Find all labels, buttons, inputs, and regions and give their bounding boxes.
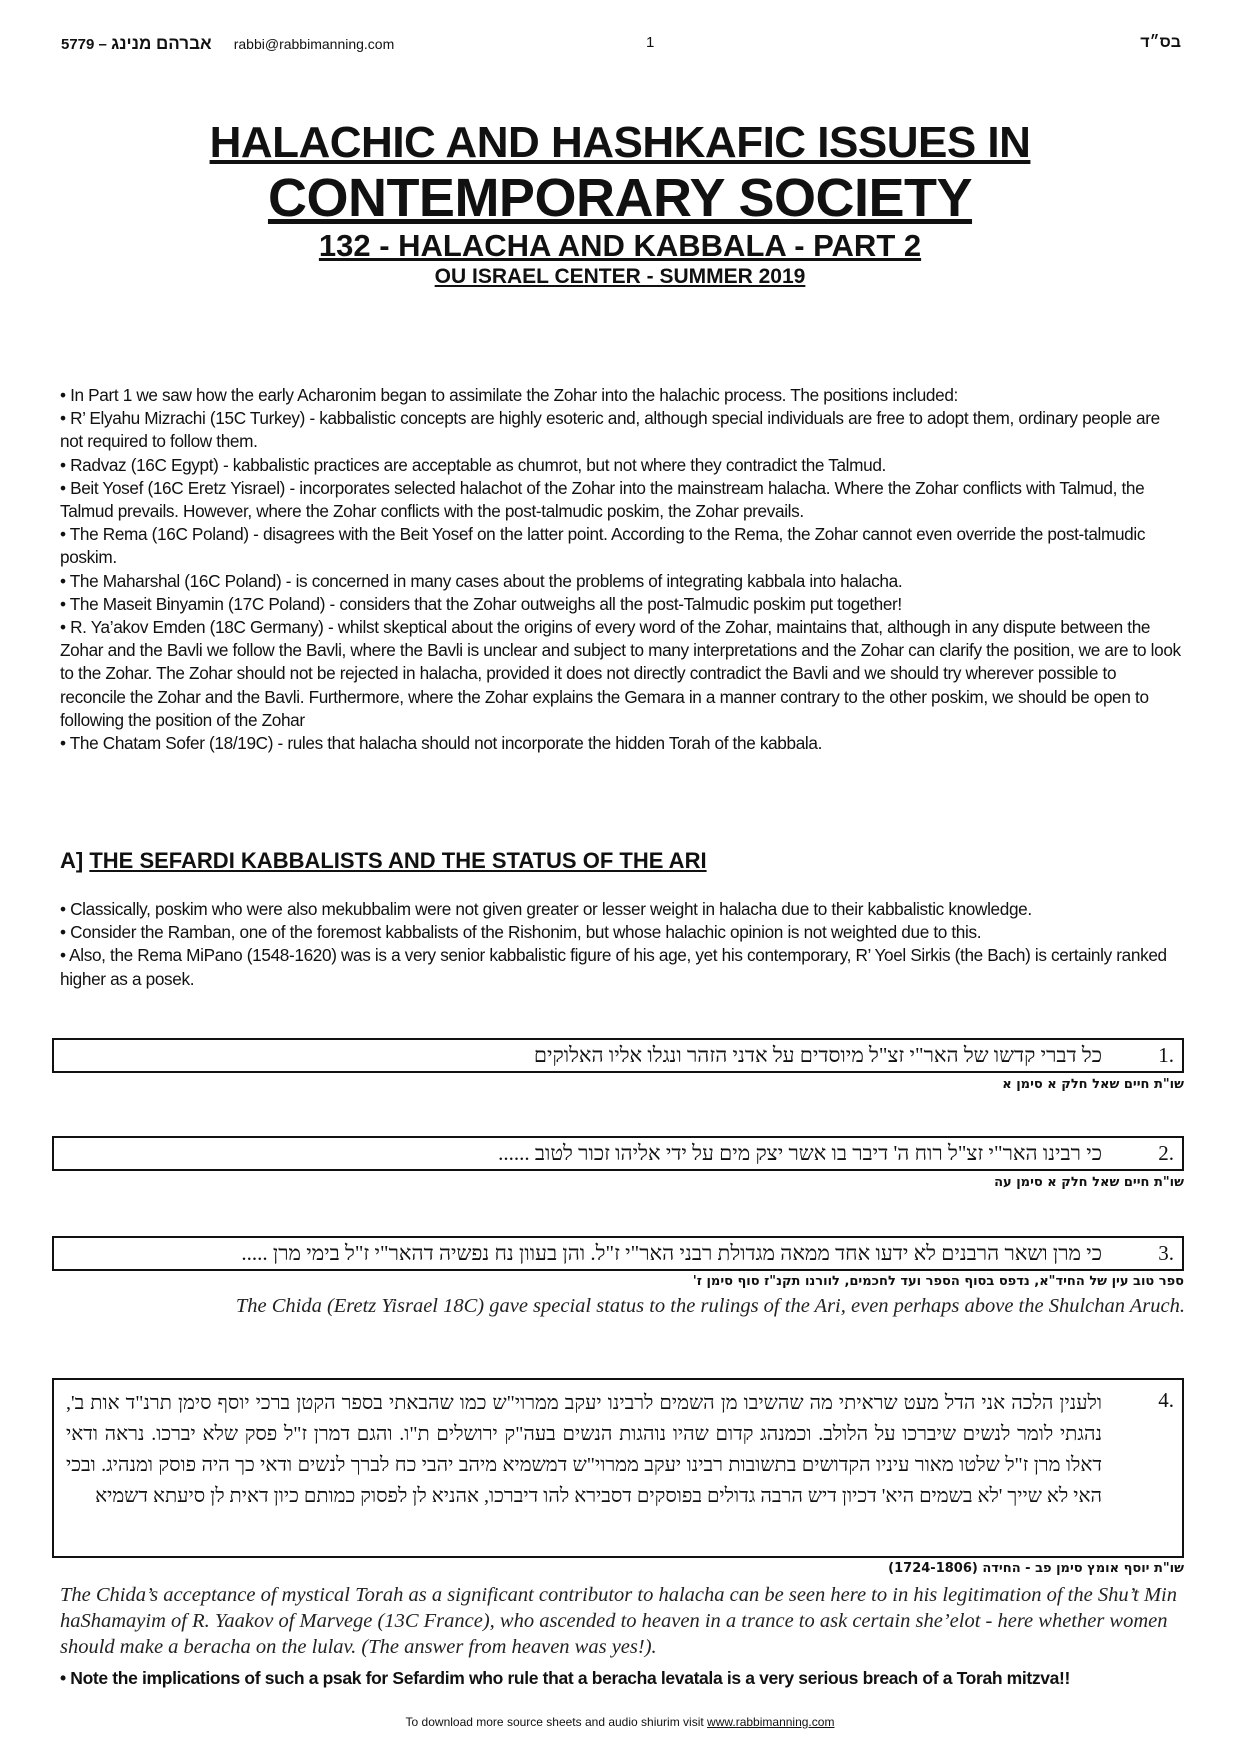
header-dash: – <box>98 36 107 53</box>
source-note-3: The Chida (Eretz Yisrael 18C) gave special status to the rulings of the Ari, even perhaps above the Shulchan Aruch. <box>235 1295 1185 1317</box>
section-bullet: • Classically, poskim who were also mekubbalim were not given greater or lesser weight in halacha due to their kabbalistic knowledge. <box>60 899 1032 919</box>
footer-link[interactable]: www.rabbimanning.com <box>707 1715 835 1729</box>
source-note-4: The Chida’s acceptance of mystical Torah as a significant contributor to halacha can be seen here to in his legitimation of the Shu’t Min haShamayim of R. Yaakov of Marvege (13C France), who ascended to heaven in a trance to ask certain she’elot - here whether women should make a beracha on the lulav. (The answer from heaven was yes!). <box>60 1584 1177 1658</box>
section-bullet: • Also, the Rema MiPano (1548-1620) was is a very senior kabbalistic figure of his age, yet his contemporary, R’ Yoel Sirkis (the Bach) is certainly ranked higher as a posek. <box>60 945 1167 989</box>
intro-bullet: • Radvaz (16C Egypt) - kabbalistic practices are acceptable as chumrot, but not where they contradict the Talmud. <box>60 454 886 475</box>
source-box-4 <box>52 1378 1184 1558</box>
header-year: 5779 <box>61 36 95 53</box>
intro-bullets <box>60 384 1185 755</box>
source-reference-3: ספר טוב עין של החיד"א, נדפס בסוף הספר ועד לחכמים, לוורנו תקנ"ז סוף סימן ז' <box>692 1274 1184 1289</box>
title-line-1: HALACHIC AND HASHKAFIC ISSUES IN <box>209 118 1031 167</box>
intro-bullet: • Beit Yosef (16C Eretz Yisrael) - incorporates selected halachot of the Zohar into the mainstream halacha. Where the Zohar conflicts with Talmud, the Talmud prevails. However, where the Zohar conflicts with the post-talmudic poskim, the Zohar prevails. <box>60 477 1145 522</box>
source-box-2 <box>52 1136 1184 1171</box>
source-text: כי רבינו האר"י זצ"ל רוח ה' דיבר בו אשר יצק מים על ידי אליהו זכור לטוב ...... <box>498 1141 1102 1165</box>
title-line-3: 132 - HALACHA AND KABBALA - PART 2 <box>318 228 922 263</box>
source-number: 4. <box>1158 1388 1174 1412</box>
source-text: כל דברי קדשו של האר"י זצ"ל מיוסדים על אדני הזהר ונגלו אליו האלוקים <box>533 1043 1102 1067</box>
source-text: כי מרן ושאר הרבנים לא ידעו אחד ממאה מגדולת רבני האר"י ז"ל. והן בעוון נח נפשיה דהאר"י ז"ל בימי מרן ..... <box>241 1241 1102 1265</box>
intro-bullet: • In Part 1 we saw how the early Acharonim began to assimilate the Zohar into the halachic process. The positions included: <box>60 385 958 405</box>
title-line-2: CONTEMPORARY SOCIETY <box>267 168 973 228</box>
title-block <box>0 118 1240 290</box>
source-number: 3. <box>1158 1241 1174 1265</box>
source-reference-2: שו"ת חיים שאל חלק א סימן עה <box>994 1175 1184 1190</box>
section-a-prefix: A] <box>60 848 84 873</box>
source-box-1 <box>52 1038 1184 1073</box>
source-reference-4: שו"ת יוסף אומץ סימן פב - החידה (1724-1806) <box>888 1561 1184 1576</box>
header-bsd: בס״ד <box>1140 34 1181 51</box>
header-left <box>61 34 394 54</box>
intro-bullet: • The Chatam Sofer (18/19C) - rules that halacha should not incorporate the hidden Torah of the kabbala. <box>60 733 823 754</box>
header-author: אברהם מנינג <box>111 34 212 53</box>
page-header <box>61 34 1185 60</box>
header-email: rabbi@rabbimanning.com <box>233 36 395 52</box>
section-a-title: THE SEFARDI KABBALISTS AND THE STATUS OF THE ARI <box>89 848 707 873</box>
source-number: 1. <box>1158 1043 1174 1067</box>
section-bullet: • Consider the Ramban, one of the foremost kabbalists of the Rishonim, but whose halachic opinion is not weighted due to this. <box>60 922 982 943</box>
final-note: • Note the implications of such a psak for Sefardim who rule that a beracha levatala is a very serious breach of a Torah mitzva!! <box>60 1668 1070 1688</box>
footer-text: To download more source sheets and audio shiurim visit <box>405 1715 704 1729</box>
header-page-number: 1 <box>646 34 655 51</box>
title-line-4: OU ISRAEL CENTER - SUMMER 2019 <box>434 265 806 288</box>
source-number: 2. <box>1158 1141 1174 1165</box>
section-a-heading <box>60 848 707 874</box>
intro-bullet: • The Rema (16C Poland) - disagrees with the Beit Yosef on the latter point. According to the Rema, the Zohar cannot even override the post-talmudic poskim. <box>60 524 1146 568</box>
section-a-bullets <box>60 898 1185 991</box>
page-footer <box>0 1715 1240 1729</box>
source-text: ולענין הלכה אני הדל מעט שראיתי מה שהשיבו מן השמים לרבינו יעקב ממרוי"ש כמו שהבאתי בספר הקטן ברכי יוסף סימן תרנ"ד אות ב', נהגתי לומר לנשים שיברכו על הלולב. וכמנהג קדום שהיו נוהגות הנשים בעה"ק ירושלים ת"ו. והגם דמרן ז"ל פסק שלא יברכו. נראה ודאי דאלו מרן ז"ל שלטו מאור עיניו הקדושים בתשובות רבינו יעקב ממרוי"ש דמשמיא מיהב יהבי כח לברך לנשים ודאי כך היה פוסק ומנהיג. ובכי האי לא שייך 'לא בשמים היא' דכיון דיש הרבה גדולים בפוסקים דסבירא להו דיברכו, אהניא לן לפסוק כמותם כיון דאית לן סיעתא דשמיא <box>66 1392 1102 1507</box>
intro-bullet: • The Maharshal (16C Poland) - is concerned in many cases about the problems of integrating kabbala into halacha. <box>60 570 903 591</box>
intro-bullet: • The Maseit Binyamin (17C Poland) - considers that the Zohar outweighs all the post-Talmudic poskim put together! <box>60 593 902 614</box>
source-reference-1: שו"ת חיים שאל חלק א סימן א <box>1002 1077 1184 1092</box>
intro-bullet: • R’ Elyahu Mizrachi (15C Turkey) - kabbalistic concepts are highly esoteric and, although special individuals are free to adopt them, ordinary people are not required to follow them. <box>60 408 1160 452</box>
intro-bullet: • R. Ya’akov Emden (18C Germany) - whilst skeptical about the origins of every word of the Zohar, maintains that, although in any dispute between the Zohar and the Bavli we follow the Bavli, where the Bavli is unclear and subject to many interpretations and the Zohar can clarify the position, we are to look to the Zohar. The Zohar should not be rejected in halacha, provided it does not directly contradict the Bavli and we should try wherever possible to reconcile the Zohar and the Bavli. Furthermore, where the Zohar explains the Gemara in a manner contrary to the other poskim, we should be open to following the position of the Zohar <box>60 617 1181 730</box>
source-box-3 <box>52 1236 1184 1271</box>
